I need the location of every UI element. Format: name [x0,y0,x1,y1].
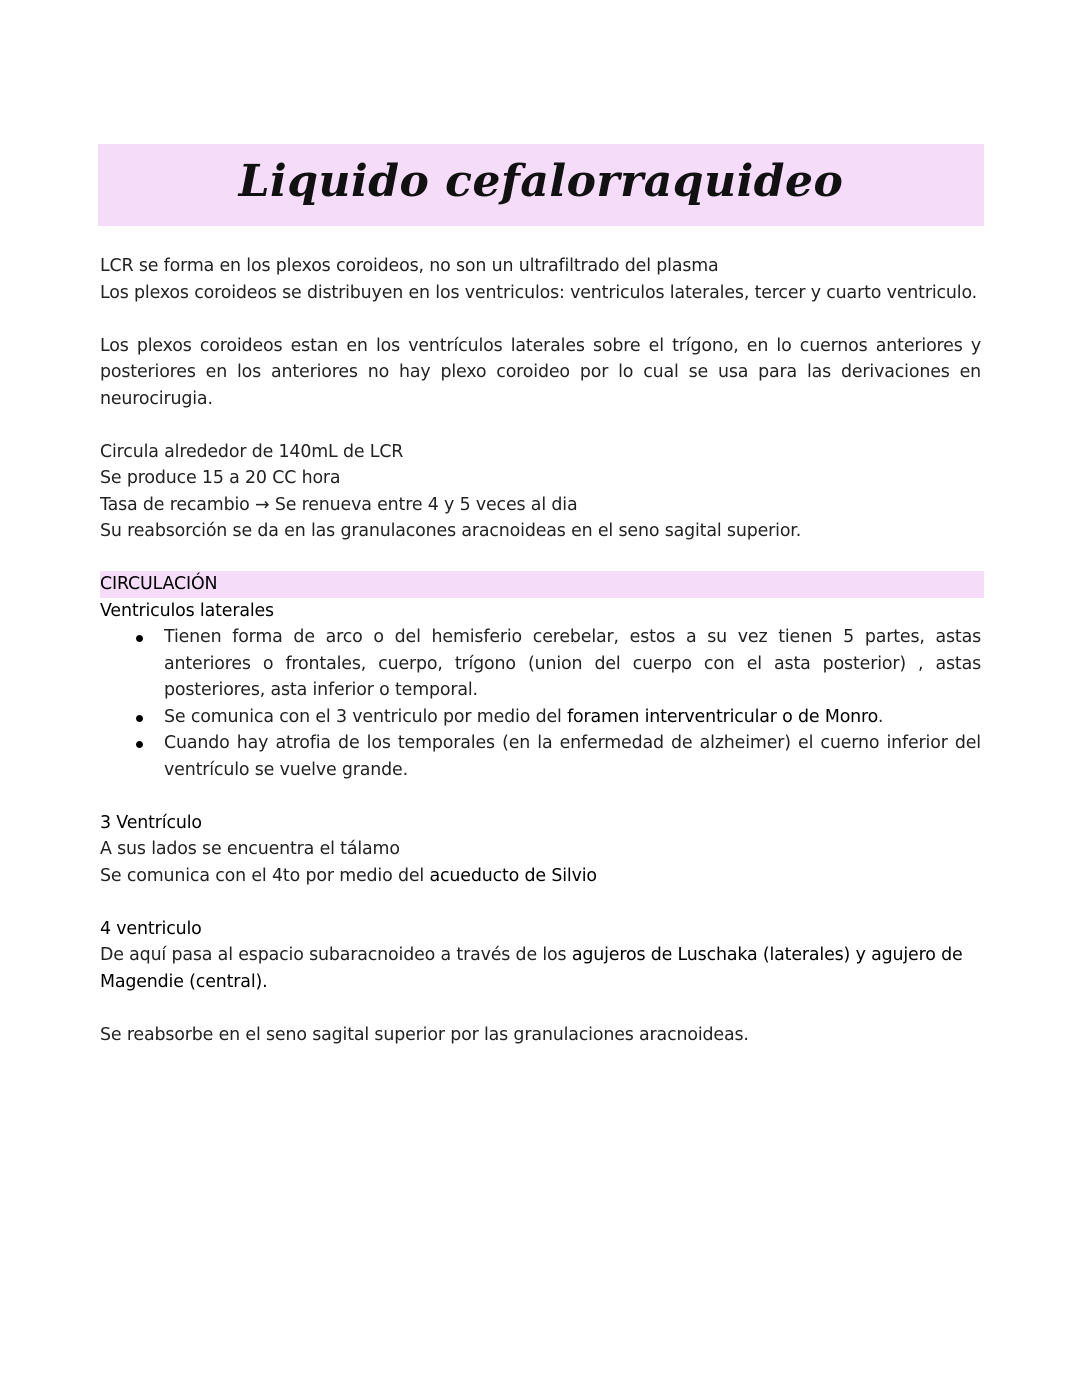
document-body [100,253,981,1048]
plexos-paragraph: Los plexos coroideos estan en los ventrículos laterales sobre el trígono, en lo cuernos anteriores y posteriores en los anteriores no hay plexo coroideo por lo cual se usa para las derivaciones en neurocirugia. [100,335,981,409]
highlight-term: acueducto de Silvio [429,865,597,886]
subheading-tercer-ventriculo: 3 Ventrículo [100,812,202,833]
fact-line: Tasa de recambio → Se renueva entre 4 y 5 veces al dia [100,494,578,515]
cuarto-line-text: De aquí pasa al espacio subaracnoideo a través de los [100,945,572,965]
highlight-term: agujeros de Luschaka (laterales) y agujero de Magendie (central). [100,945,963,992]
list-item: Tienen forma de arco o del hemisferio cerebelar, estos a su vez tienen 5 partes, astas anteriores o frontales, cuerpo, trígono (union del cuerpo con el asta posterior) , astas posteriores, asta inferior o temporal. [164,624,981,704]
page-title: Liquido cefalorraquideo [238,156,844,207]
subheading-cuarto-ventriculo: 4 ventriculo [100,918,202,939]
tercer-line: A sus lados se encuentra el tálamo [100,839,400,859]
list-item [164,704,981,731]
list-item-text: Se comunica con el 3 ventriculo por medio del [164,706,568,727]
intro-line: Los plexos coroideos se distribuyen en los ventriculos: ventriculos laterales, tercer y cuarto ventriculo. [100,282,978,303]
section-heading-circulacion: CIRCULACIÓN [100,571,984,598]
cuarto-line [100,942,981,995]
list-item: Cuando hay atrofia de los temporales (en la enfermedad de alzheimer) el cuerno inferior del ventrículo se vuelve grande. [164,730,981,783]
list-item-text: . [877,706,884,727]
closing-line: Se reabsorbe en el seno sagital superior por las granulaciones aracnoideas. [100,1024,749,1045]
title-banner [98,144,984,226]
tercer-line-text: Se comunica con el 4to por medio del [100,865,430,886]
fact-line: Circula alrededor de 140mL de LCR [100,441,404,462]
tercer-line [100,863,981,890]
laterales-bullet-list [100,624,981,783]
fact-line: Su reabsorción se da en las granulacones aracnoideas en el seno sagital superior. [100,521,802,541]
fact-line: Se produce 15 a 20 CC hora [100,468,341,488]
subheading-ventriculos-laterales: Ventriculos laterales [100,600,274,621]
highlight-term: foramen interventricular o de Monro [567,706,878,727]
intro-line: LCR se forma en los plexos coroideos, no son un ultrafiltrado del plasma [100,256,719,276]
